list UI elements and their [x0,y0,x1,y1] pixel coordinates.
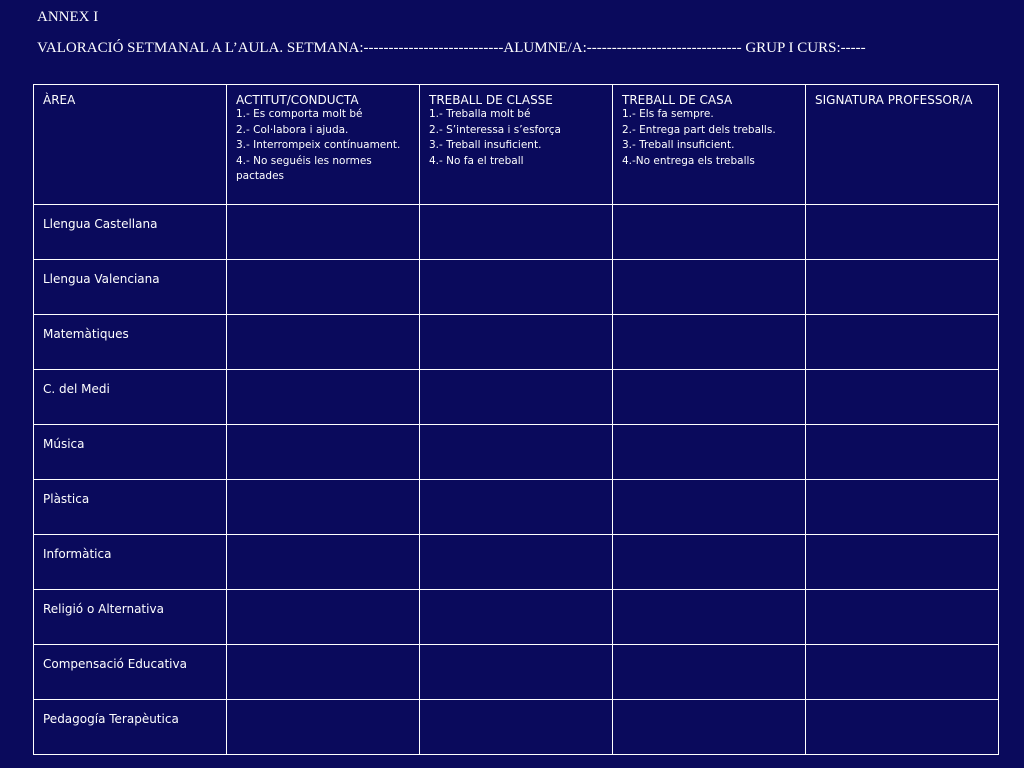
area-cell [34,370,227,425]
area-name: Música [43,437,85,451]
table-row [34,425,999,480]
treball-casa-cell[interactable] [613,370,806,425]
treball-classe-cell[interactable] [420,370,613,425]
annex-label: ANNEX I [37,9,99,25]
treball-classe-cell[interactable] [420,315,613,370]
treball-casa-cell[interactable] [613,260,806,315]
treball-classe-cell[interactable] [420,535,613,590]
header-cell-treball-classe [420,85,613,205]
area-cell [34,480,227,535]
conducta-cell[interactable] [227,260,420,315]
table-row [34,480,999,535]
header-cell-signatura [806,85,999,205]
table-row [34,260,999,315]
signatura-cell[interactable] [806,425,999,480]
area-name: Pedagogía Terapèutica [43,712,179,726]
conducta-cell[interactable] [227,645,420,700]
table-row [34,370,999,425]
area-cell [34,590,227,645]
treball-classe-cell[interactable] [420,205,613,260]
area-name: Religió o Alternativa [43,602,164,616]
area-name: Compensació Educativa [43,657,187,671]
area-cell [34,425,227,480]
treball-casa-cell[interactable] [613,645,806,700]
area-cell [34,700,227,755]
area-cell [34,645,227,700]
treball-casa-cell[interactable] [613,425,806,480]
criterion-item: 3.- Treball insuficient. [622,139,735,151]
criterion-item: 1.- Els fa sempre. [622,108,714,120]
criterion-item: 2.- Entrega part dels treballs. [622,123,776,136]
table-row [34,700,999,755]
conducta-cell[interactable] [227,700,420,755]
signatura-cell[interactable] [806,205,999,260]
criterion-item: 4.-No entrega els treballs [622,154,755,167]
treball-casa-cell[interactable] [613,315,806,370]
header-cell-area [34,85,227,205]
signatura-cell[interactable] [806,645,999,700]
assessment-table [33,84,999,755]
signatura-cell[interactable] [806,535,999,590]
treball-casa-cell[interactable] [613,535,806,590]
treball-casa-cell[interactable] [613,480,806,535]
treball-classe-cell[interactable] [420,590,613,645]
criterion-item: 4.- No fa el treball [429,154,524,167]
criterion-item: 3.- Interrompeix contínuament. [236,139,401,151]
treball-casa-cell[interactable] [613,205,806,260]
header-cell-conducta [227,85,420,205]
conducta-cell[interactable] [227,205,420,260]
treball-classe-cell[interactable] [420,645,613,700]
area-name: Plàstica [43,492,90,506]
area-name: Llengua Castellana [43,217,158,231]
treball-casa-cell[interactable] [613,700,806,755]
area-cell [34,535,227,590]
column-heading: ÀREA [43,93,76,107]
treball-classe-cell[interactable] [420,425,613,480]
table-row [34,315,999,370]
criterion-item: 2.- Col·labora i ajuda. [236,123,349,136]
area-name: C. del Medi [43,382,110,396]
column-heading: ACTITUT/CONDUCTA [236,93,359,107]
area-name: Llengua Valenciana [43,272,160,286]
conducta-cell[interactable] [227,425,420,480]
conducta-cell[interactable] [227,535,420,590]
table-row [34,535,999,590]
treball-casa-cell[interactable] [613,590,806,645]
form-title-line: VALORACIÓ SETMANAL A L’AULA. SETMANA:----------------------------ALUMNE/A:------------------------------- GRUP I CURS:----- [37,40,866,56]
area-cell [34,205,227,260]
treball-classe-cell[interactable] [420,700,613,755]
criterion-item: 2.- S’interessa i s’esforça [429,123,561,136]
criterion-item: 1.- Treballa molt bé [429,108,531,120]
criterion-item: 4.- No seguéis les normes pactades [236,154,372,182]
signatura-cell[interactable] [806,370,999,425]
criterion-item: 3.- Treball insuficient. [429,139,542,151]
area-cell [34,315,227,370]
criterion-item: 1.- Es comporta molt bé [236,108,363,120]
area-name: Matemàtiques [43,327,129,341]
column-heading: TREBALL DE CLASSE [429,93,553,107]
column-heading: SIGNATURA PROFESSOR/A [815,93,973,107]
signatura-cell[interactable] [806,315,999,370]
table-row [34,205,999,260]
signatura-cell[interactable] [806,700,999,755]
column-heading: TREBALL DE CASA [622,93,733,107]
header-cell-treball-casa [613,85,806,205]
signatura-cell[interactable] [806,260,999,315]
conducta-cell[interactable] [227,370,420,425]
treball-classe-cell[interactable] [420,480,613,535]
signatura-cell[interactable] [806,590,999,645]
treball-classe-cell[interactable] [420,260,613,315]
table-header-row [34,85,999,205]
area-name: Informàtica [43,547,112,561]
conducta-cell[interactable] [227,480,420,535]
conducta-cell[interactable] [227,315,420,370]
table-row [34,590,999,645]
area-cell [34,260,227,315]
conducta-cell[interactable] [227,590,420,645]
table-row [34,645,999,700]
signatura-cell[interactable] [806,480,999,535]
